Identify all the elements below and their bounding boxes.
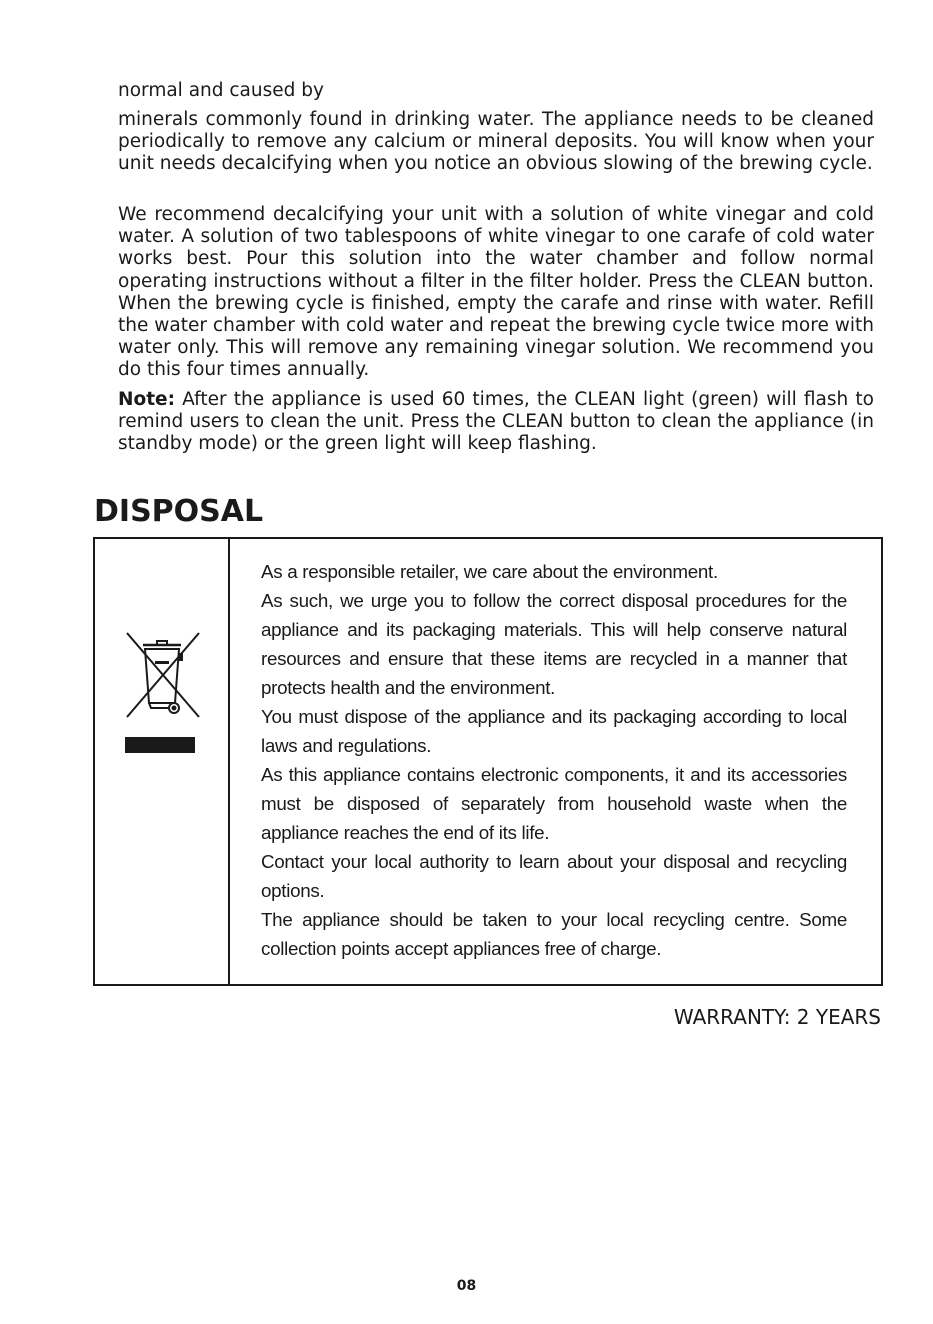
paragraph-vinegar-instructions: We recommend decalcifying your unit with a solution of white vinegar and cold water. A solution of two tablespoons of white vinegar to one carafe of cold water works best. Pour this solution into the water chamber and follow normal operating instructions without a filter in the filter holder. Press the CLEAN button. When the brewing cycle is finished, empty the carafe and rinse with water. Refill the water chamber with cold water and repeat the brewing cycle twice more with water only. This will remove any remaining vinegar solution. We recommend you do this four times annually. [118, 204, 874, 381]
note-text: After the appliance is used 60 times, the CLEAN light (green) will flash to remind users to clean the unit. Press the CLEAN button to clean the appliance (in standby mode) or the green light will keep flashing. [118, 389, 874, 455]
paragraph-decalcify-intro: normal and caused by [118, 80, 324, 101]
disposal-paragraph: Contact your local authority to learn about your disposal and recycling options. [261, 851, 847, 901]
disposal-paragraph: As such, we urge you to follow the correct disposal procedures for the appliance and its packaging materials. This will help conserve natural resources and ensure that these items are recycled in a manner that protects health and the environment. [261, 590, 847, 698]
table-divider [228, 539, 230, 984]
disposal-paragraph: The appliance should be taken to your local recycling centre. Some collection points accept appliances free of charge. [261, 909, 847, 959]
warranty-label: WARRANTY: 2 YEARS [673, 1005, 881, 1029]
disposal-paragraph: As this appliance contains electronic components, it and its accessories must be disposed of separately from household waste when the appliance reaches the end of its life. [261, 764, 847, 843]
section-heading-disposal: DISPOSAL [94, 494, 264, 529]
crossed-out-wheelie-bin-icon [121, 631, 205, 757]
disposal-text-block [261, 557, 847, 963]
disposal-table [93, 537, 883, 986]
disposal-paragraph: As a responsible retailer, we care about the environment. [261, 561, 718, 582]
page-number: 08 [456, 1278, 477, 1294]
disposal-paragraph: You must dispose of the appliance and its packaging according to local laws and regulations. [261, 706, 847, 756]
note-label: Note: [118, 389, 175, 410]
paragraph-note [118, 389, 874, 456]
paragraph-minerals: minerals commonly found in drinking water. The appliance needs to be cleaned periodically to remove any calcium or mineral deposits. You will know when your unit needs decalcifying when you notice an obvious slowing of the brewing cycle. [118, 109, 874, 175]
